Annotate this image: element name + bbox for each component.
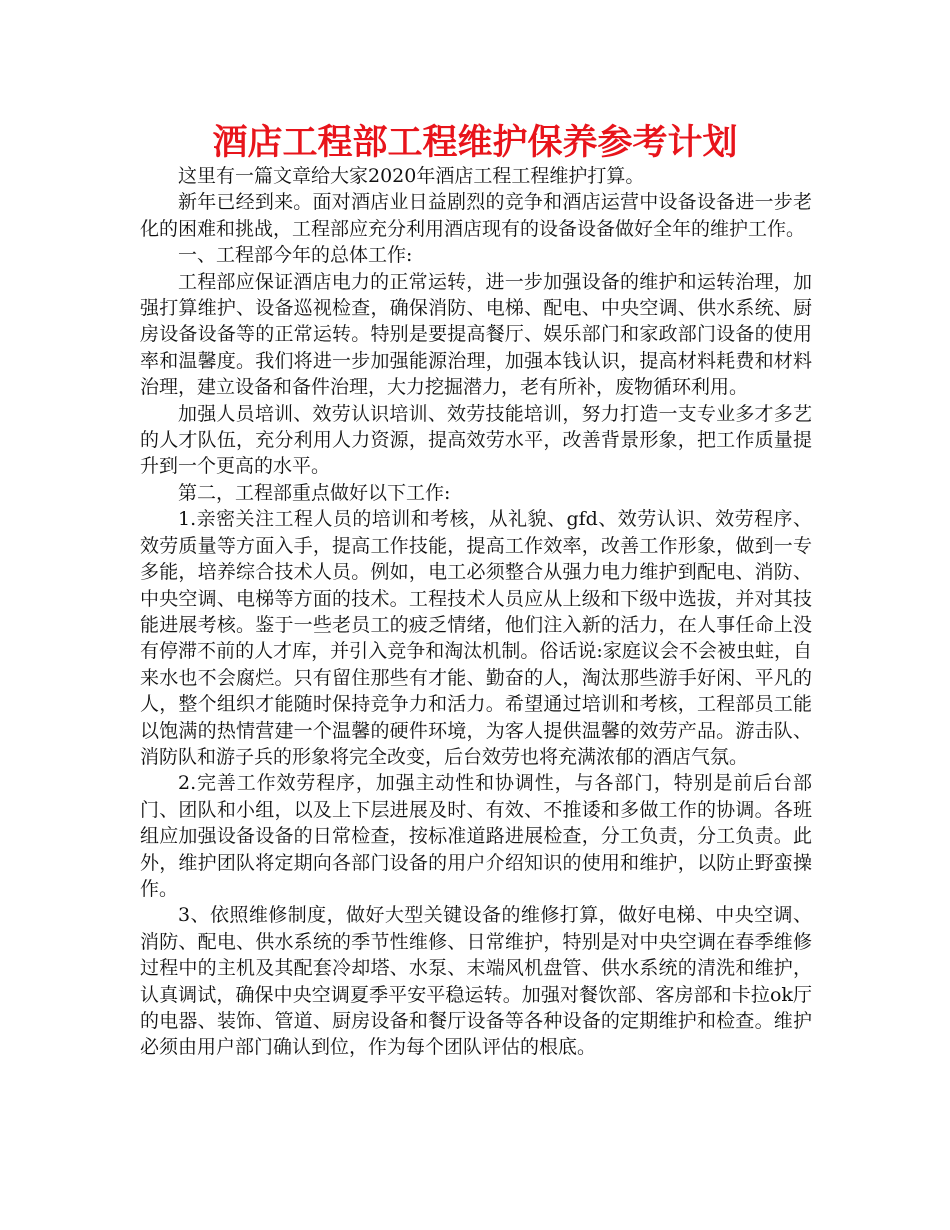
document-title: 酒店工程部工程维护保养参考计划 [212,122,738,163]
paragraph-intro: 这里有一篇文章给大家2020年酒店工程工程维护打算。 [178,165,645,187]
paragraph-item-3: 3、依照维修制度，做好大型关键设备的维修打算，做好电梯、中央空调、消防、配电、供水系统的季节性维修、日常维护，特别是对中央空调在春季维修过程中的主机及其配套冷却塔、水泵、末端风机盘管、供水系统的清洗和维护，认真调试，确保中央空调夏季平安平稳运转。加强对餐饮部、客房部和卡拉ok厅的电器、装饰、管道、厨房设备和餐厅设备等各种设备的定期维护和检查。维护必须由用户部门确认到位，作为每个团队评估的根底。 [140,904,812,1059]
paragraph-staff-training: 加强人员培训、效劳认识培训、效劳技能培训，努力打造一支专业多才多艺的人才队伍，充分利用人力资源，提高效劳水平，改善背景形象，把工作质量提升到一个更高的水平。 [140,402,812,478]
paragraph-item-1: 1.亲密关注工程人员的培训和考核，从礼貌、gfd、效劳认识、效劳程序、效劳质量等方面入手，提高工作技能，提高工作效率，改善工作形象，做到一专多能，培养综合技术人员。例如，电工必须整合从强力电力维护到配电、消防、中央空调、电梯等方面的技术。工程技术人员应从上级和下级中选拔，并对其技能进展考核。鉴于一些老员工的疲乏情绪，他们注入新的活力，在人事任命上没有停滞不前的人才库，并引入竞争和淘汰机制。俗话说:家庭议会不会被虫蛀，自来水也不会腐烂。只有留住那些有才能、勤奋的人，淘汰那些游手好闲、平凡的人，整个组织才能随时保持竞争力和活力。希望通过培训和考核，工程部员工能以饱满的热情营建一个温馨的硬件环境，为客人提供温馨的效劳产品。游击队、消防队和游子兵的形象将完全改变，后台效劳也将充满浓郁的酒店气氛。 [140,508,812,768]
paragraph-new-year: 新年已经到来。面对酒店业日益剧烈的竞争和酒店运营中设备设备进一步老化的困难和挑战，工程部应充分利用酒店现有的设备设备做好全年的维护工作。 [140,191,812,240]
section-heading-overall-work: 一、工程部今年的总体工作: [178,244,413,267]
section-heading-key-work: 第二，工程部重点做好以下工作: [178,481,451,504]
paragraph-overall-work: 工程部应保证酒店电力的正常运转，进一步加强设备的维护和运转治理，加强打算维护、设备巡视检查，确保消防、电梯、配电、中央空调、供水系统、厨房设备设备等的正常运转。特别是要提高餐厅、娱乐部门和家政部门设备的使用率和温馨度。我们将进一步加强能源治理，加强本钱认识，提高材料耗费和材料治理，建立设备和备件治理，大力挖掘潜力，老有所补，废物循环利用。 [140,270,812,399]
document-body [140,163,812,1061]
paragraph-item-2: 2.完善工作效劳程序，加强主动性和协调性，与各部门，特别是前后台部门、团队和小组，以及上下层进展及时、有效、不推诿和多做工作的协调。各班组应加强设备设备的日常检查，按标准道路进展检查，分工负责，分工负责。此外，维护团队将定期向各部门设备的用户介绍知识的使用和维护，以防止野蛮操作。 [140,772,812,900]
